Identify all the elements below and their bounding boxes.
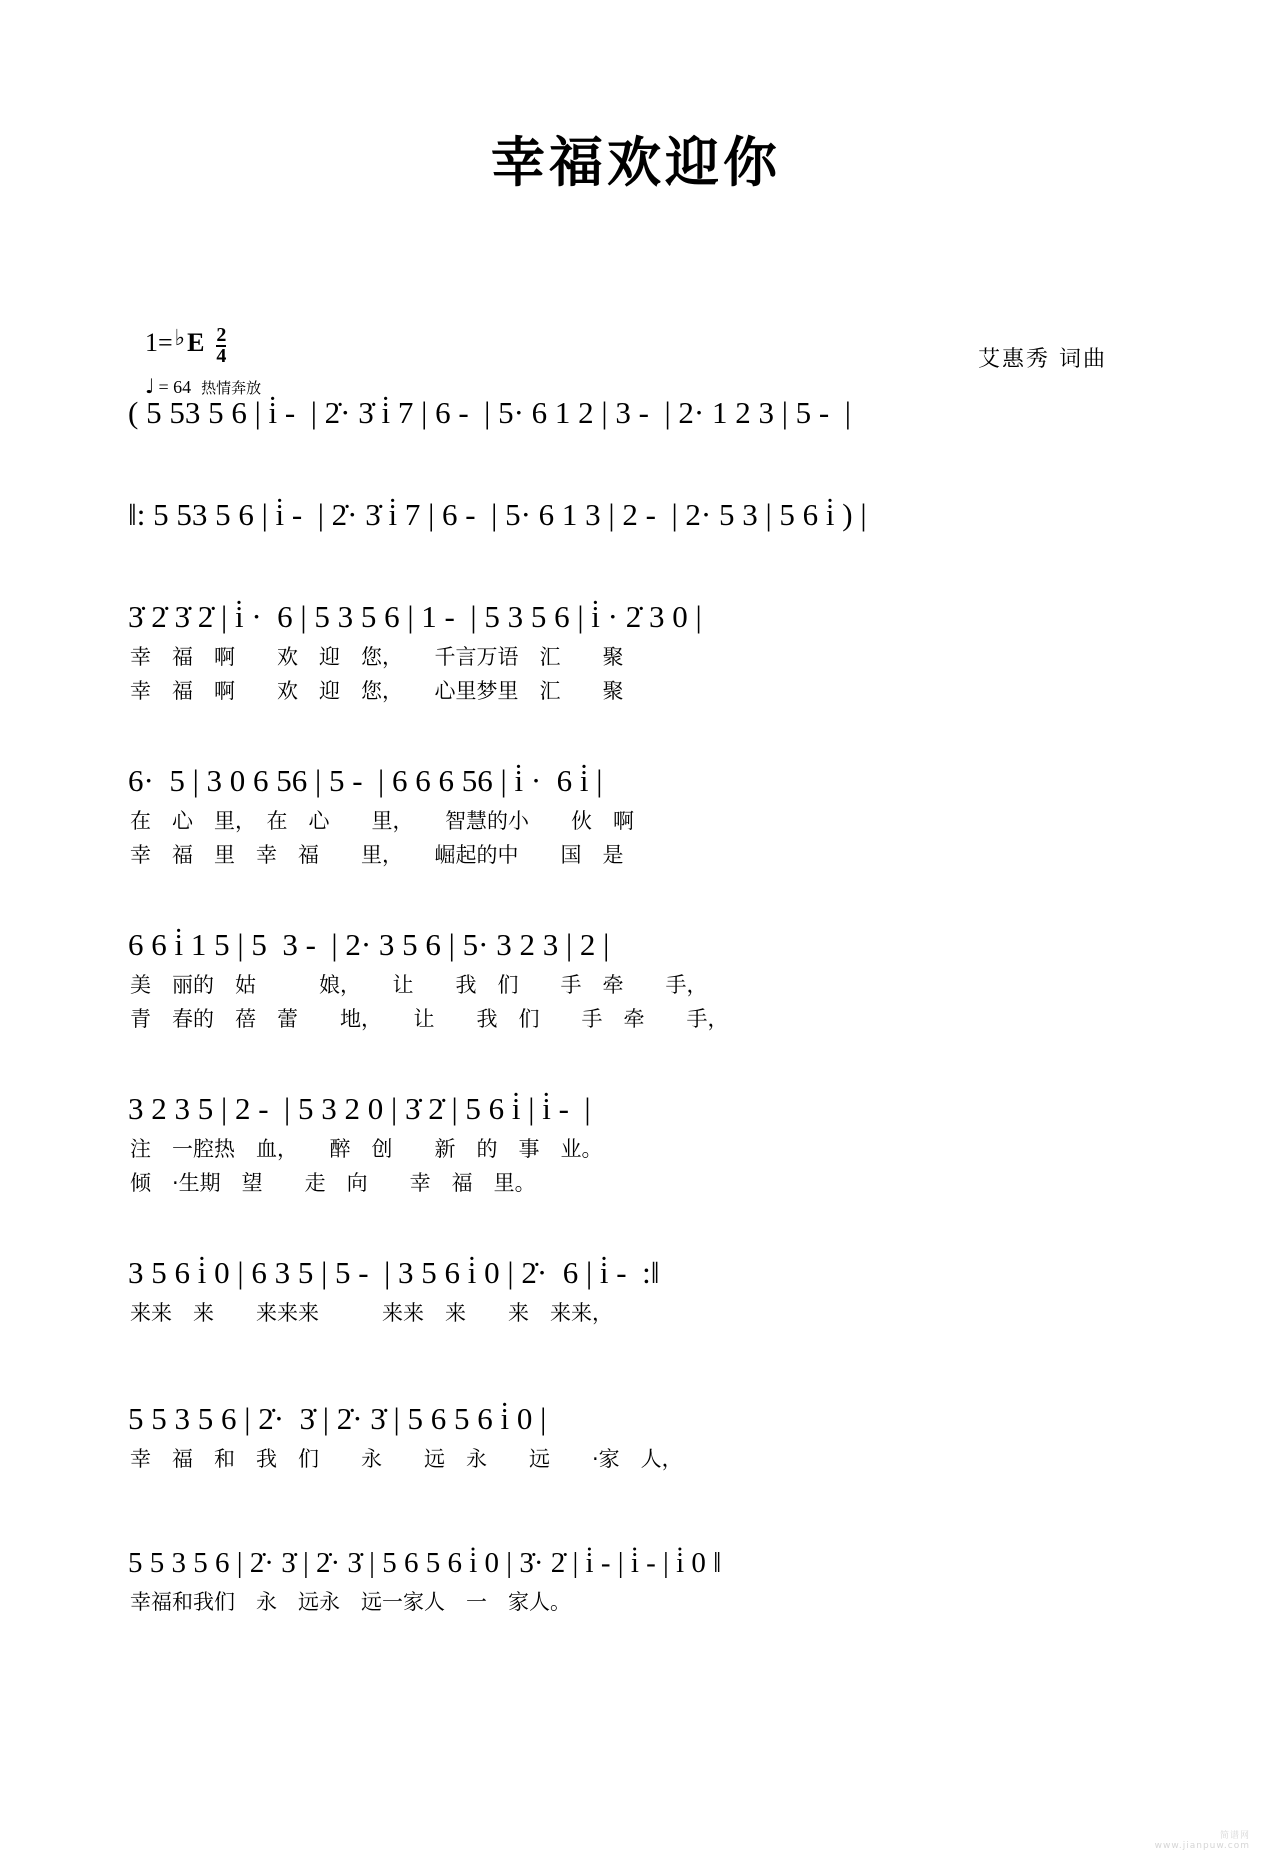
system-3 xyxy=(0,599,1272,749)
key-label: 1= xyxy=(145,328,173,357)
system-4 xyxy=(0,763,1272,913)
composer-credit: 艾惠秀 词曲 xyxy=(978,347,1107,372)
watermark: 简谱网 www.jianpuw.com xyxy=(1154,1831,1250,1851)
tempo-expression: 热情奔放 xyxy=(201,379,262,397)
system-8-lyrics-verse1: 幸 福 和 我 们 永 远 永 远 ·家 人， xyxy=(130,1447,683,1471)
system-8-notes: 5 5 3 5 6 | 2̇· 3̇ | 2̇· 3̇ | 5 6 5 6 i̇ 0 | xyxy=(128,1401,547,1436)
system-6-lyrics-verse1: 注 一腔热 血， 醉 创 新 的 事 业。 xyxy=(130,1137,603,1161)
system-7-lyrics-verse1: 来来 来 来来来 来来 来 来 来来， xyxy=(130,1301,613,1325)
system-6-lyrics-verse2: 倾 ·生期 望 走 向 幸 福 里。 xyxy=(130,1171,536,1195)
key-name: E xyxy=(187,328,205,357)
key-signature xyxy=(145,324,261,368)
tempo-value: = 64 xyxy=(158,377,192,397)
system-2-notes: ‖: 5 53 5 6 | i̇ - | 2̇· 3̇ i̇ 7 | 6 - | 5· 6 1 3 | 2 - | 2· 5 3 | 5 6 i̇ ) | xyxy=(128,497,867,532)
system-9 xyxy=(0,1547,1272,1679)
system-5-notes: 6 6 i̇ 1 5 | 5 3 - | 2· 3 5 6 | 5· 3 2 3 | 2 | xyxy=(128,927,610,962)
system-8 xyxy=(0,1401,1272,1533)
system-1 xyxy=(0,395,1272,487)
sheet-music-page xyxy=(0,120,1272,1872)
system-4-lyrics-verse1: 在 心 里， 在 心 里， 智慧的小 伙 啊 xyxy=(130,809,634,833)
system-5-lyrics-verse2: 青 春的 蓓 蕾 地， 让 我 们 手 牵 手， xyxy=(130,1007,729,1031)
system-4-lyrics-verse2: 幸 福 里 幸 福 里， 崛起的中 国 是 xyxy=(130,843,624,867)
system-6-notes: 3 2 3 5 | 2 - | 5 3 2 0 | 3̇ 2̇ | 5 6 i̇ | i̇ - | xyxy=(128,1091,591,1126)
time-signature-numerator: 2 xyxy=(216,324,227,346)
quarter-note-icon: ♩ xyxy=(145,374,155,398)
system-9-notes: 5 5 3 5 6 | 2̇· 3̇ | 2̇· 3̇ | 5 6 5 6 i̇ 0 | 3̇· 2̇ | i̇ - | i̇ - | i̇ 0 ‖ xyxy=(128,1547,722,1579)
system-3-lyrics-verse2: 幸 福 啊 欢 迎 您， 心里梦里 汇 聚 xyxy=(130,679,624,703)
time-signature-denominator: 4 xyxy=(216,345,227,367)
system-5-lyrics-verse1: 美 丽的 姑 娘， 让 我 们 手 牵 手， xyxy=(130,973,708,997)
system-2 xyxy=(0,497,1272,589)
system-4-notes: 6· 5 | 3 0 6 56 | 5 - | 6 6 6 56 | i̇ · 6 i̇ | xyxy=(128,763,603,798)
time-signature xyxy=(216,326,226,366)
page-title: 幸福欢迎你 xyxy=(491,131,781,194)
system-7 xyxy=(0,1255,1272,1387)
flat-icon: ♭ xyxy=(174,325,186,350)
music-systems xyxy=(0,395,1272,1679)
score-metadata xyxy=(145,324,262,398)
system-3-notes: 3̇ 2̇ 3̇ 2̇ | i̇ · 6 | 5 3 5 6 | 1 - | 5 3 5 6 | i̇ · 2̇ 3 0 | xyxy=(128,599,702,634)
system-3-lyrics-verse1: 幸 福 啊 欢 迎 您， 千言万语 汇 聚 xyxy=(130,645,624,669)
system-1-notes: ( 5 53 5 6 | i̇ - | 2̇· 3̇ i̇ 7 | 6 - | 5· 6 1 2 | 3 - | 2· 1 2 3 | 5 - | xyxy=(128,395,851,430)
system-7-notes: 3 5 6 i̇ 0 | 6 3 5 | 5 - | 3 5 6 i̇ 0 | 2̇· 6 | i̇ - :‖ xyxy=(128,1255,660,1290)
system-6 xyxy=(0,1091,1272,1241)
system-5 xyxy=(0,927,1272,1077)
system-9-lyrics-verse1: 幸福和我们 永 远永 远一家人 一 家人。 xyxy=(130,1590,571,1614)
